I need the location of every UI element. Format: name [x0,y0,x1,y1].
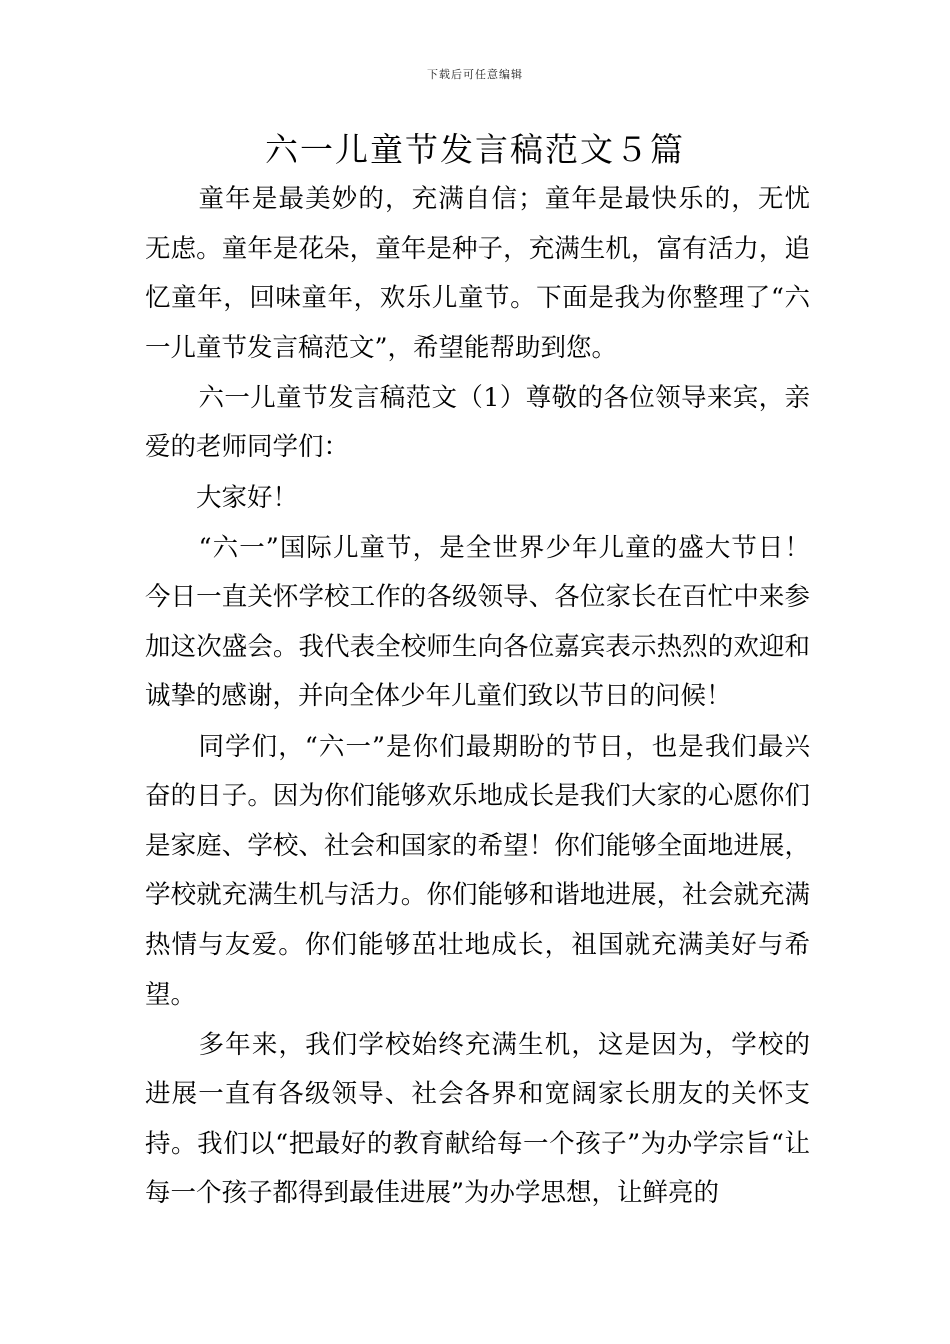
header-note: 下载后可任意编辑 [427,68,523,81]
paragraph-welcome: “六一”国际儿童节，是全世界少年儿童的盛大节日！今日一直关怀学校工作的各级领导、各位家长在百忙中来参加这次盛会。我代表全校师生向各位嘉宾表示热烈的欢迎和诚挚的感谢，并向全体少年儿童们致以节日的问候！ [145,532,810,712]
paragraph-speech-heading: 六一儿童节发言稿范文（1）尊敬的各位领导来宾，亲爱的老师同学们： [145,382,810,463]
document-title: 六一儿童节发言稿范文５篇 [265,130,685,169]
paragraph-students: 同学们，“六一”是你们最期盼的节日，也是我们最兴奋的日子。因为你们能够欢乐地成长是我们大家的心愿你们是家庭、学校、社会和国家的希望！你们能够全面地进展，学校就充满生机与活力。你们能够和谐地进展，社会就充满热情与友爱。你们能够茁壮地成长，祖国就充满美好与希望。 [145,731,810,1010]
paragraph-school: 多年来，我们学校始终充满生机，这是因为，学校的进展一直有各级领导、社会各界和宽阔家长朋友的关怀支持。我们以“把最好的教育献给每一个孩子”为办学宗旨“让每一个孩子都得到最佳进展”为办学思想，让鲜亮的 [145,1029,810,1209]
paragraph-intro: 童年是最美妙的，充满自信；童年是最快乐的，无忧无虑。童年是花朵，童年是种子，充满生机，富有活力，追忆童年，回味童年，欢乐儿童节。下面是我为你整理了“六一儿童节发言稿范文”，希望能帮助到您。 [145,184,810,363]
paragraph-greeting: 大家好！ [196,482,299,513]
document-body [145,175,810,1219]
